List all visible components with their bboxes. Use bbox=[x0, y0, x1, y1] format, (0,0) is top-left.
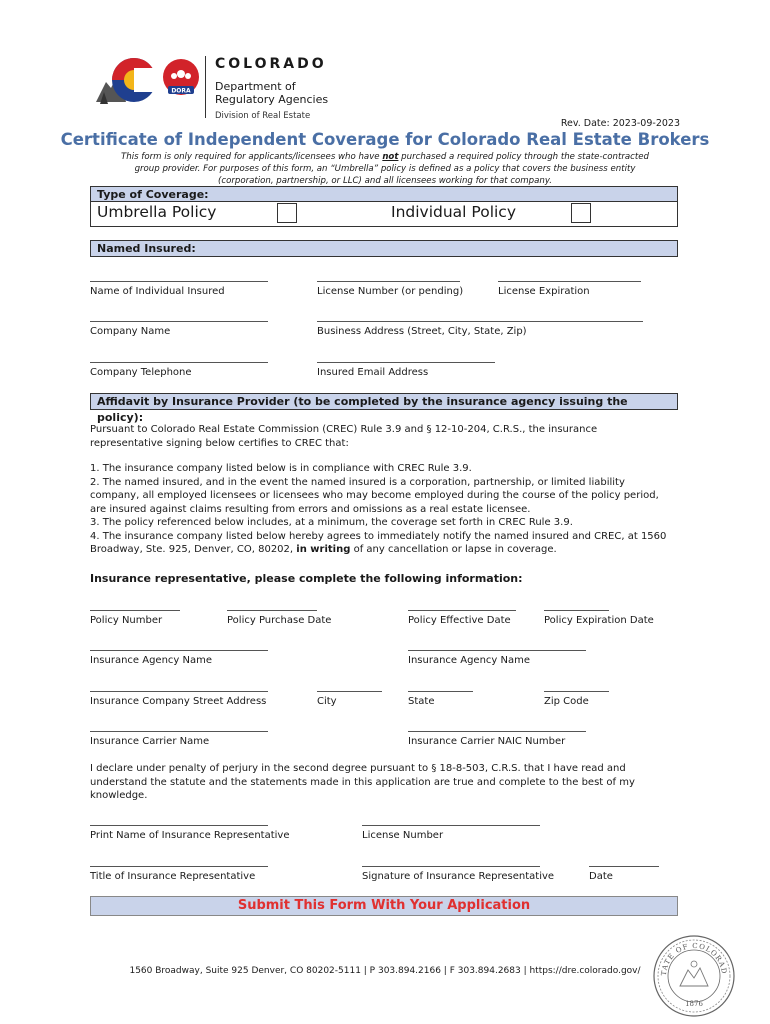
city-field[interactable] bbox=[317, 691, 382, 692]
insurance-agency-name-field-1[interactable] bbox=[90, 650, 268, 651]
affidavit-items bbox=[90, 462, 666, 557]
name-individual-insured-field[interactable] bbox=[90, 281, 268, 282]
carrier-naic-number-label: Insurance Carrier NAIC Number bbox=[408, 736, 566, 747]
insurance-carrier-name-field[interactable] bbox=[90, 731, 268, 732]
affidavit-item-3: 3. The policy referenced below includes, at a minimum, the coverage set forth in CREC Rule 3.9. bbox=[90, 517, 573, 528]
affidavit-intro: Pursuant to Colorado Real Estate Commission (CREC) Rule 3.9 and § 12-10-204, C.R.S., the insurance representative signing below certifies to CREC that: bbox=[90, 424, 598, 449]
print-name-field[interactable] bbox=[90, 825, 268, 826]
form-title: Certificate of Independent Coverage for Colorado Real Estate Brokers bbox=[60, 130, 710, 149]
logo-divider bbox=[205, 56, 206, 118]
name-individual-insured-label: Name of Individual Insured bbox=[90, 286, 225, 297]
policy-number-field[interactable] bbox=[90, 610, 180, 611]
license-number-field[interactable] bbox=[317, 281, 460, 282]
individual-policy-checkbox[interactable] bbox=[571, 203, 591, 223]
department-line-2: Regulatory Agencies bbox=[215, 93, 329, 106]
named-insured-header: Named Insured: bbox=[90, 240, 678, 257]
umbrella-policy-checkbox[interactable] bbox=[277, 203, 297, 223]
company-telephone-label: Company Telephone bbox=[90, 367, 192, 378]
declaration-text: I declare under penalty of perjury in the second degree pursuant to § 18-8-503, C.R.S. that I have read and understand the statute and the statements made in this application are true and complete to the best of my knowledge. bbox=[90, 763, 635, 801]
division-name: Division of Real Estate bbox=[215, 111, 311, 121]
rep-license-number-field[interactable] bbox=[362, 825, 540, 826]
print-name-label: Print Name of Insurance Representative bbox=[90, 830, 290, 841]
seal-year: 1876 bbox=[685, 1000, 703, 1008]
insurance-agency-name-label-2: Insurance Agency Name bbox=[408, 655, 531, 666]
umbrella-policy-label: Umbrella Policy bbox=[97, 203, 217, 221]
company-telephone-field[interactable] bbox=[90, 362, 268, 363]
state-seal bbox=[652, 934, 736, 1018]
affidavit-item-4: 4. The insurance company listed below hereby agrees to immediately notify the named insured and CREC, at 1560 Broadway, Ste. 925, Denver, CO, 80202, in writing of any cancellation or lapse in coverage. bbox=[90, 530, 667, 555]
company-name-field[interactable] bbox=[90, 321, 268, 322]
coverage-section-header: Type of Coverage: bbox=[90, 186, 678, 202]
company-street-address-label: Insurance Company Street Address bbox=[90, 696, 267, 707]
zip-code-field[interactable] bbox=[544, 691, 609, 692]
affidavit-header: Affidavit by Insurance Provider (to be completed by the insurance agency issuing the policy): bbox=[90, 393, 678, 410]
policy-purchase-date-field[interactable] bbox=[227, 610, 317, 611]
license-expiration-field[interactable] bbox=[498, 281, 641, 282]
rep-title-field[interactable] bbox=[90, 866, 268, 867]
department-line-1: Department of bbox=[215, 80, 296, 93]
policy-effective-date-field[interactable] bbox=[408, 610, 516, 611]
company-name-label: Company Name bbox=[90, 326, 171, 337]
org-name: COLORADO bbox=[215, 56, 327, 72]
rep-license-number-label: License Number bbox=[362, 830, 444, 841]
license-number-label: License Number (or pending) bbox=[317, 286, 464, 297]
company-street-address-field[interactable] bbox=[90, 691, 268, 692]
policy-expiration-date-field[interactable] bbox=[544, 610, 609, 611]
affidavit-item-2: 2. The named insured, and in the event the named insured is a corporation, partnership, or limited liability company, all employed licensees or licensees who may become employed during the course of the policy period, are insured against claims resulting from errors and omissions as a real estate licensee. bbox=[90, 476, 659, 515]
dora-badge-text: DORA bbox=[171, 87, 191, 95]
insured-email-label: Insured Email Address bbox=[317, 367, 429, 378]
policy-effective-date-label: Policy Effective Date bbox=[408, 615, 511, 626]
insurance-carrier-name-label: Insurance Carrier Name bbox=[90, 736, 210, 747]
city-label: City bbox=[317, 696, 337, 707]
policy-number-label: Policy Number bbox=[90, 615, 163, 626]
intro-text: This form is only required for applicants/licensees who have not purchased a required policy through the state-contracted group provider. For purposes of this form, an “Umbrella” policy is defined as a policy that covers the business entity (corporation, partnership, or LLC) and all licensees working for that company. bbox=[121, 152, 649, 186]
state-label: State bbox=[408, 696, 435, 707]
affidavit-item-1: 1. The insurance company listed below is in compliance with CREC Rule 3.9. bbox=[90, 463, 472, 474]
date-label: Date bbox=[589, 871, 613, 882]
signature-label: Signature of Insurance Representative bbox=[362, 871, 555, 882]
submit-button[interactable]: Submit This Form With Your Application bbox=[90, 896, 678, 916]
coverage-options-row bbox=[90, 201, 678, 227]
revision-date: Rev. Date: 2023-09-2023 bbox=[560, 118, 680, 129]
rep-title-label: Title of Insurance Representative bbox=[90, 871, 256, 882]
business-address-field[interactable] bbox=[317, 321, 643, 322]
policy-purchase-date-label: Policy Purchase Date bbox=[227, 615, 332, 626]
license-expiration-label: License Expiration bbox=[498, 286, 590, 297]
insurance-agency-name-field-2[interactable] bbox=[408, 650, 586, 651]
seal-text: TATE OF COLORAD bbox=[659, 941, 729, 976]
state-field[interactable] bbox=[408, 691, 473, 692]
zip-code-label: Zip Code bbox=[544, 696, 589, 707]
policy-expiration-date-label: Policy Expiration Date bbox=[544, 615, 654, 626]
not-emphasis: not bbox=[382, 152, 399, 162]
state-seal-icon bbox=[652, 934, 736, 1018]
date-field[interactable] bbox=[589, 866, 659, 867]
individual-policy-label: Individual Policy bbox=[391, 203, 516, 221]
insured-email-field[interactable] bbox=[317, 362, 495, 363]
signature-field[interactable] bbox=[362, 866, 540, 867]
insurance-agency-name-label-1: Insurance Agency Name bbox=[90, 655, 213, 666]
rep-section-heading: Insurance representative, please complete the following information: bbox=[90, 572, 523, 585]
colorado-c-logo-icon bbox=[96, 52, 211, 112]
footer-contact: 1560 Broadway, Suite 925 Denver, CO 80202-5111 | P 303.894.2166 | F 303.894.2683 | https://dre.colorado.gov/ bbox=[129, 966, 641, 976]
carrier-naic-number-field[interactable] bbox=[408, 731, 586, 732]
business-address-label: Business Address (Street, City, State, Zip) bbox=[317, 326, 527, 337]
